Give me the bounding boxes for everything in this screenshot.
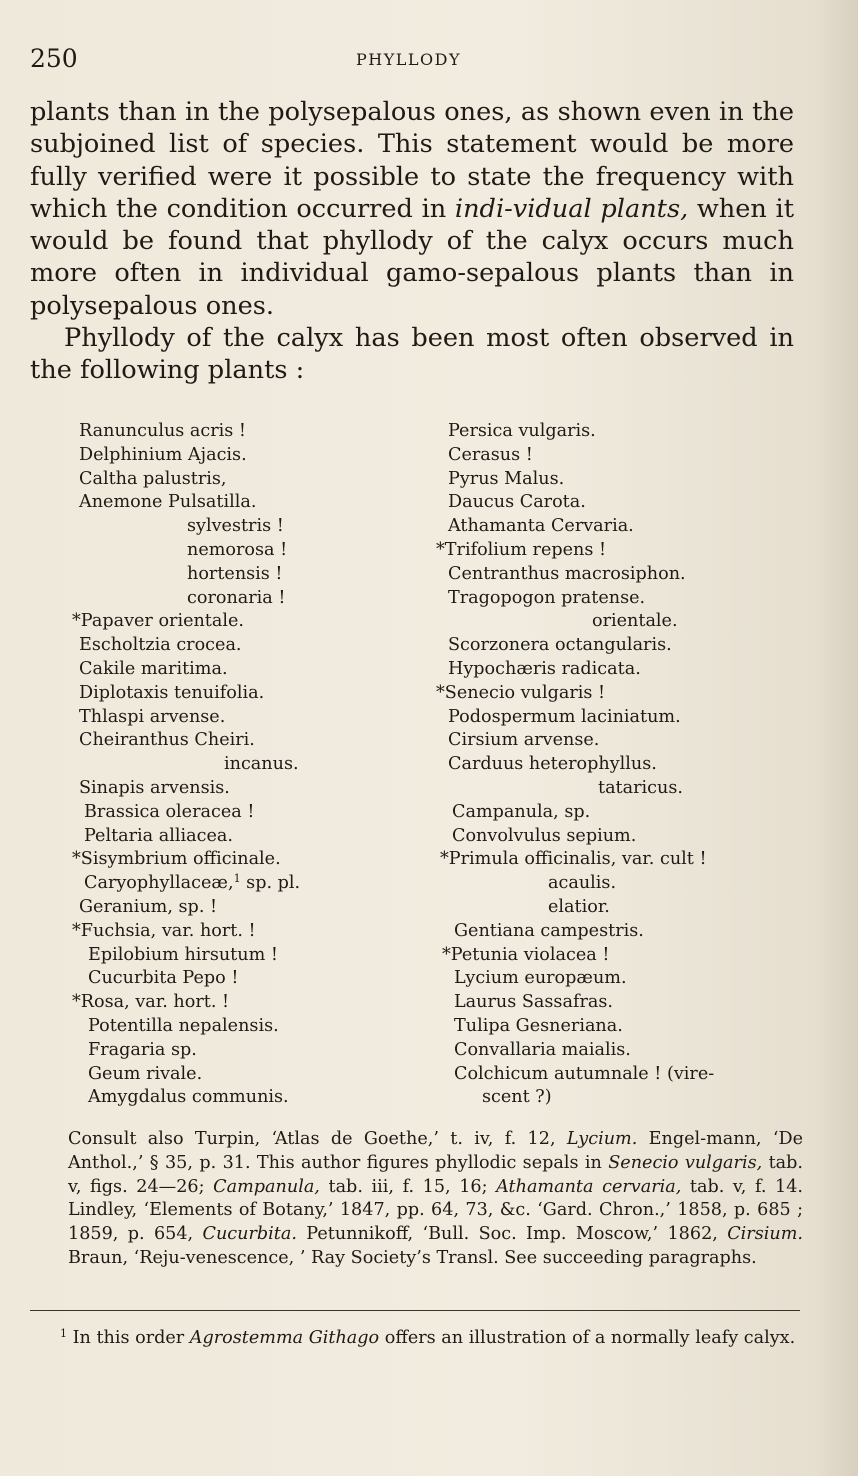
plant-entry: Brassica oleracea ! (84, 801, 255, 822)
paragraph-1-text: plants than in the polysepalous ones, as shown even in the subjoined list of species. This statement would be more fully verified were it possible to state the frequency with which the condition occurred in (30, 97, 794, 224)
page-header (30, 44, 790, 74)
reference-species: Athamanta cervaria, (496, 1176, 682, 1197)
footnote-divider (30, 1310, 800, 1311)
paragraph-1-emphasis: indi-vidual plants, (454, 193, 689, 224)
reference-species: Cucurbita. (202, 1224, 297, 1245)
plant-entry: Hypochæris radicata. (448, 658, 641, 679)
plant-entry (70, 872, 440, 896)
plant-list-left (70, 420, 440, 1110)
bottom-footnote-text: In this order (67, 1328, 190, 1348)
plant-entry: Gentiana campestris. (454, 920, 644, 941)
plant-entry: Anemone Pulsatilla. (79, 492, 257, 513)
reference-species: Senecio vulgaris, (608, 1152, 763, 1173)
plant-entry: scent ?) (482, 1087, 552, 1108)
plant-entry: Convolvulus sepium. (452, 825, 637, 846)
plant-entry: Cerasus ! (448, 444, 533, 465)
reference-text: Consult also Turpin, ‘Atlas de Goethe,’ t. iv, f. 12, (68, 1129, 567, 1149)
plant-entry: Centranthus macrosiphon. (448, 563, 686, 584)
plant-entry: nemorosa ! (187, 539, 288, 560)
plant-entry: Potentilla nepalensis. (88, 1015, 279, 1036)
plant-entry: hortensis ! (187, 563, 283, 584)
plant-entry: Geranium, sp. ! (79, 896, 218, 917)
plant-entry: tataricus. (598, 777, 683, 798)
plant-entry: *Sisymbrium officinale. (72, 849, 281, 870)
plant-entry: Podospermum laciniatum. (448, 706, 681, 727)
plant-entry: *Trifolium repens ! (436, 539, 607, 560)
page-number: 250 (30, 44, 78, 73)
plant-entry: Carduus heterophyllus. (448, 754, 657, 775)
plant-entry-name: Caryophyllaceæ, (84, 873, 234, 894)
reference-text: tab. v, f. 14. Lindley, ‘Elements of Botany,’ 1847, pp. 64, 73, &c. ‘Gard. Chron.,’ 1858, p. 685 ; 1859, p. 654, (68, 1176, 804, 1245)
plant-entry: Thlaspi arvense. (79, 706, 226, 727)
plant-entry: incanus. (224, 754, 299, 775)
plant-entry: coronaria ! (187, 587, 286, 608)
plant-entry: *Fuchsia, var. hort. ! (72, 920, 256, 941)
running-head: PHYLLODY (356, 50, 462, 69)
footnote-marker: 1 (233, 872, 241, 886)
plant-entry: *Petunia violacea ! (442, 944, 610, 965)
reference-species: Lycium. (566, 1129, 638, 1149)
plant-entry: Geum rivale. (88, 1063, 203, 1084)
plant-entry: Colchicum autumnale ! (vire- (454, 1063, 715, 1084)
plant-entry: Diplotaxis tenuifolia. (79, 682, 265, 703)
plant-entry: Peltaria alliacea. (84, 825, 233, 846)
plant-entry: Caltha palustris, (79, 468, 227, 489)
paragraph-2: Phyllody of the calyx has been most often observed in the following plants : (30, 323, 794, 386)
reference-species: Cirsium. (727, 1224, 803, 1245)
bottom-footnote-text-end: offers an illustration of a normally leafy calyx. (379, 1328, 796, 1348)
paragraph-1-text-end: when it would be found that phyllody of the calyx occurs much more often in individual gamo-sepalous plants than in polysepalous ones. (30, 193, 795, 321)
reference-note (68, 1128, 803, 1271)
plant-list-right (434, 420, 804, 1110)
plant-entry: Fragaria sp. (88, 1039, 197, 1060)
plant-entry: Cirsium arvense. (448, 730, 600, 751)
plant-entry: Cucurbita Pepo ! (88, 968, 239, 989)
bottom-footnote (30, 1326, 802, 1350)
plant-entry: Scorzonera octangularis. (448, 635, 672, 656)
plant-entry: elatior. (548, 896, 610, 917)
reference-text: Engel-mann, ‘De Anthol.,’ § 35, p. 31. This author figures phyllodic sepals in (68, 1129, 803, 1173)
paragraph-1 (30, 96, 794, 322)
footnote-marker: 1 (60, 1327, 67, 1340)
plant-entry: Cheiranthus Cheiri. (79, 730, 255, 751)
plant-entry: Persica vulgaris. (448, 421, 596, 441)
plant-entry: Amygdalus communis. (88, 1087, 289, 1108)
reference-text: tab. v, figs. 24—26; (68, 1152, 803, 1197)
plant-entry: *Primula officinalis, var. cult ! (440, 849, 707, 870)
plant-entry: *Papaver orientale. (72, 611, 245, 632)
reference-species: Campanula, (213, 1176, 320, 1197)
reference-text: Petunnikoff, ‘Bull. Soc. Imp. Moscow,’ 1862, (296, 1224, 728, 1245)
plant-entry: Escholtzia crocea. (79, 635, 242, 656)
plant-entry: Convallaria maialis. (454, 1039, 631, 1060)
plant-entry: Tulipa Gesneriana. (454, 1015, 623, 1036)
plant-entry: acaulis. (548, 873, 617, 894)
plant-entry: Campanula, sp. (452, 801, 591, 822)
plant-entry-suffix: sp. pl. (240, 873, 301, 894)
body-text (30, 96, 794, 387)
bottom-footnote-species: Agrostemma Githago (189, 1328, 380, 1348)
plant-entry: Lycium europæum. (454, 968, 627, 989)
plant-entry: sylvestris ! (187, 516, 284, 537)
plant-entry: Tragopogon pratense. (448, 587, 646, 608)
plant-entry: Pyrus Malus. (448, 468, 565, 489)
plant-entry: orientale. (592, 611, 678, 632)
reference-text: Braun, ‘Reju-venescence, ’ Ray Society’s Transl. See succeeding paragraphs. (68, 1247, 757, 1268)
plant-entry: Ranunculus acris ! (79, 421, 246, 441)
plant-entry: *Rosa, var. hort. ! (72, 992, 230, 1013)
reference-text: tab. iii, f. 15, 16; (319, 1176, 497, 1197)
plant-entry: Athamanta Cervaria. (448, 516, 634, 537)
plant-entry: Daucus Carota. (448, 492, 586, 513)
plant-entry: Laurus Sassafras. (454, 992, 613, 1013)
plant-entry: Delphinium Ajacis. (79, 444, 247, 465)
plant-entry: Sinapis arvensis. (79, 777, 230, 798)
plant-entry: Cakile maritima. (79, 658, 228, 679)
plant-entry: Epilobium hirsutum ! (88, 944, 278, 965)
plant-entry: *Senecio vulgaris ! (436, 682, 606, 703)
